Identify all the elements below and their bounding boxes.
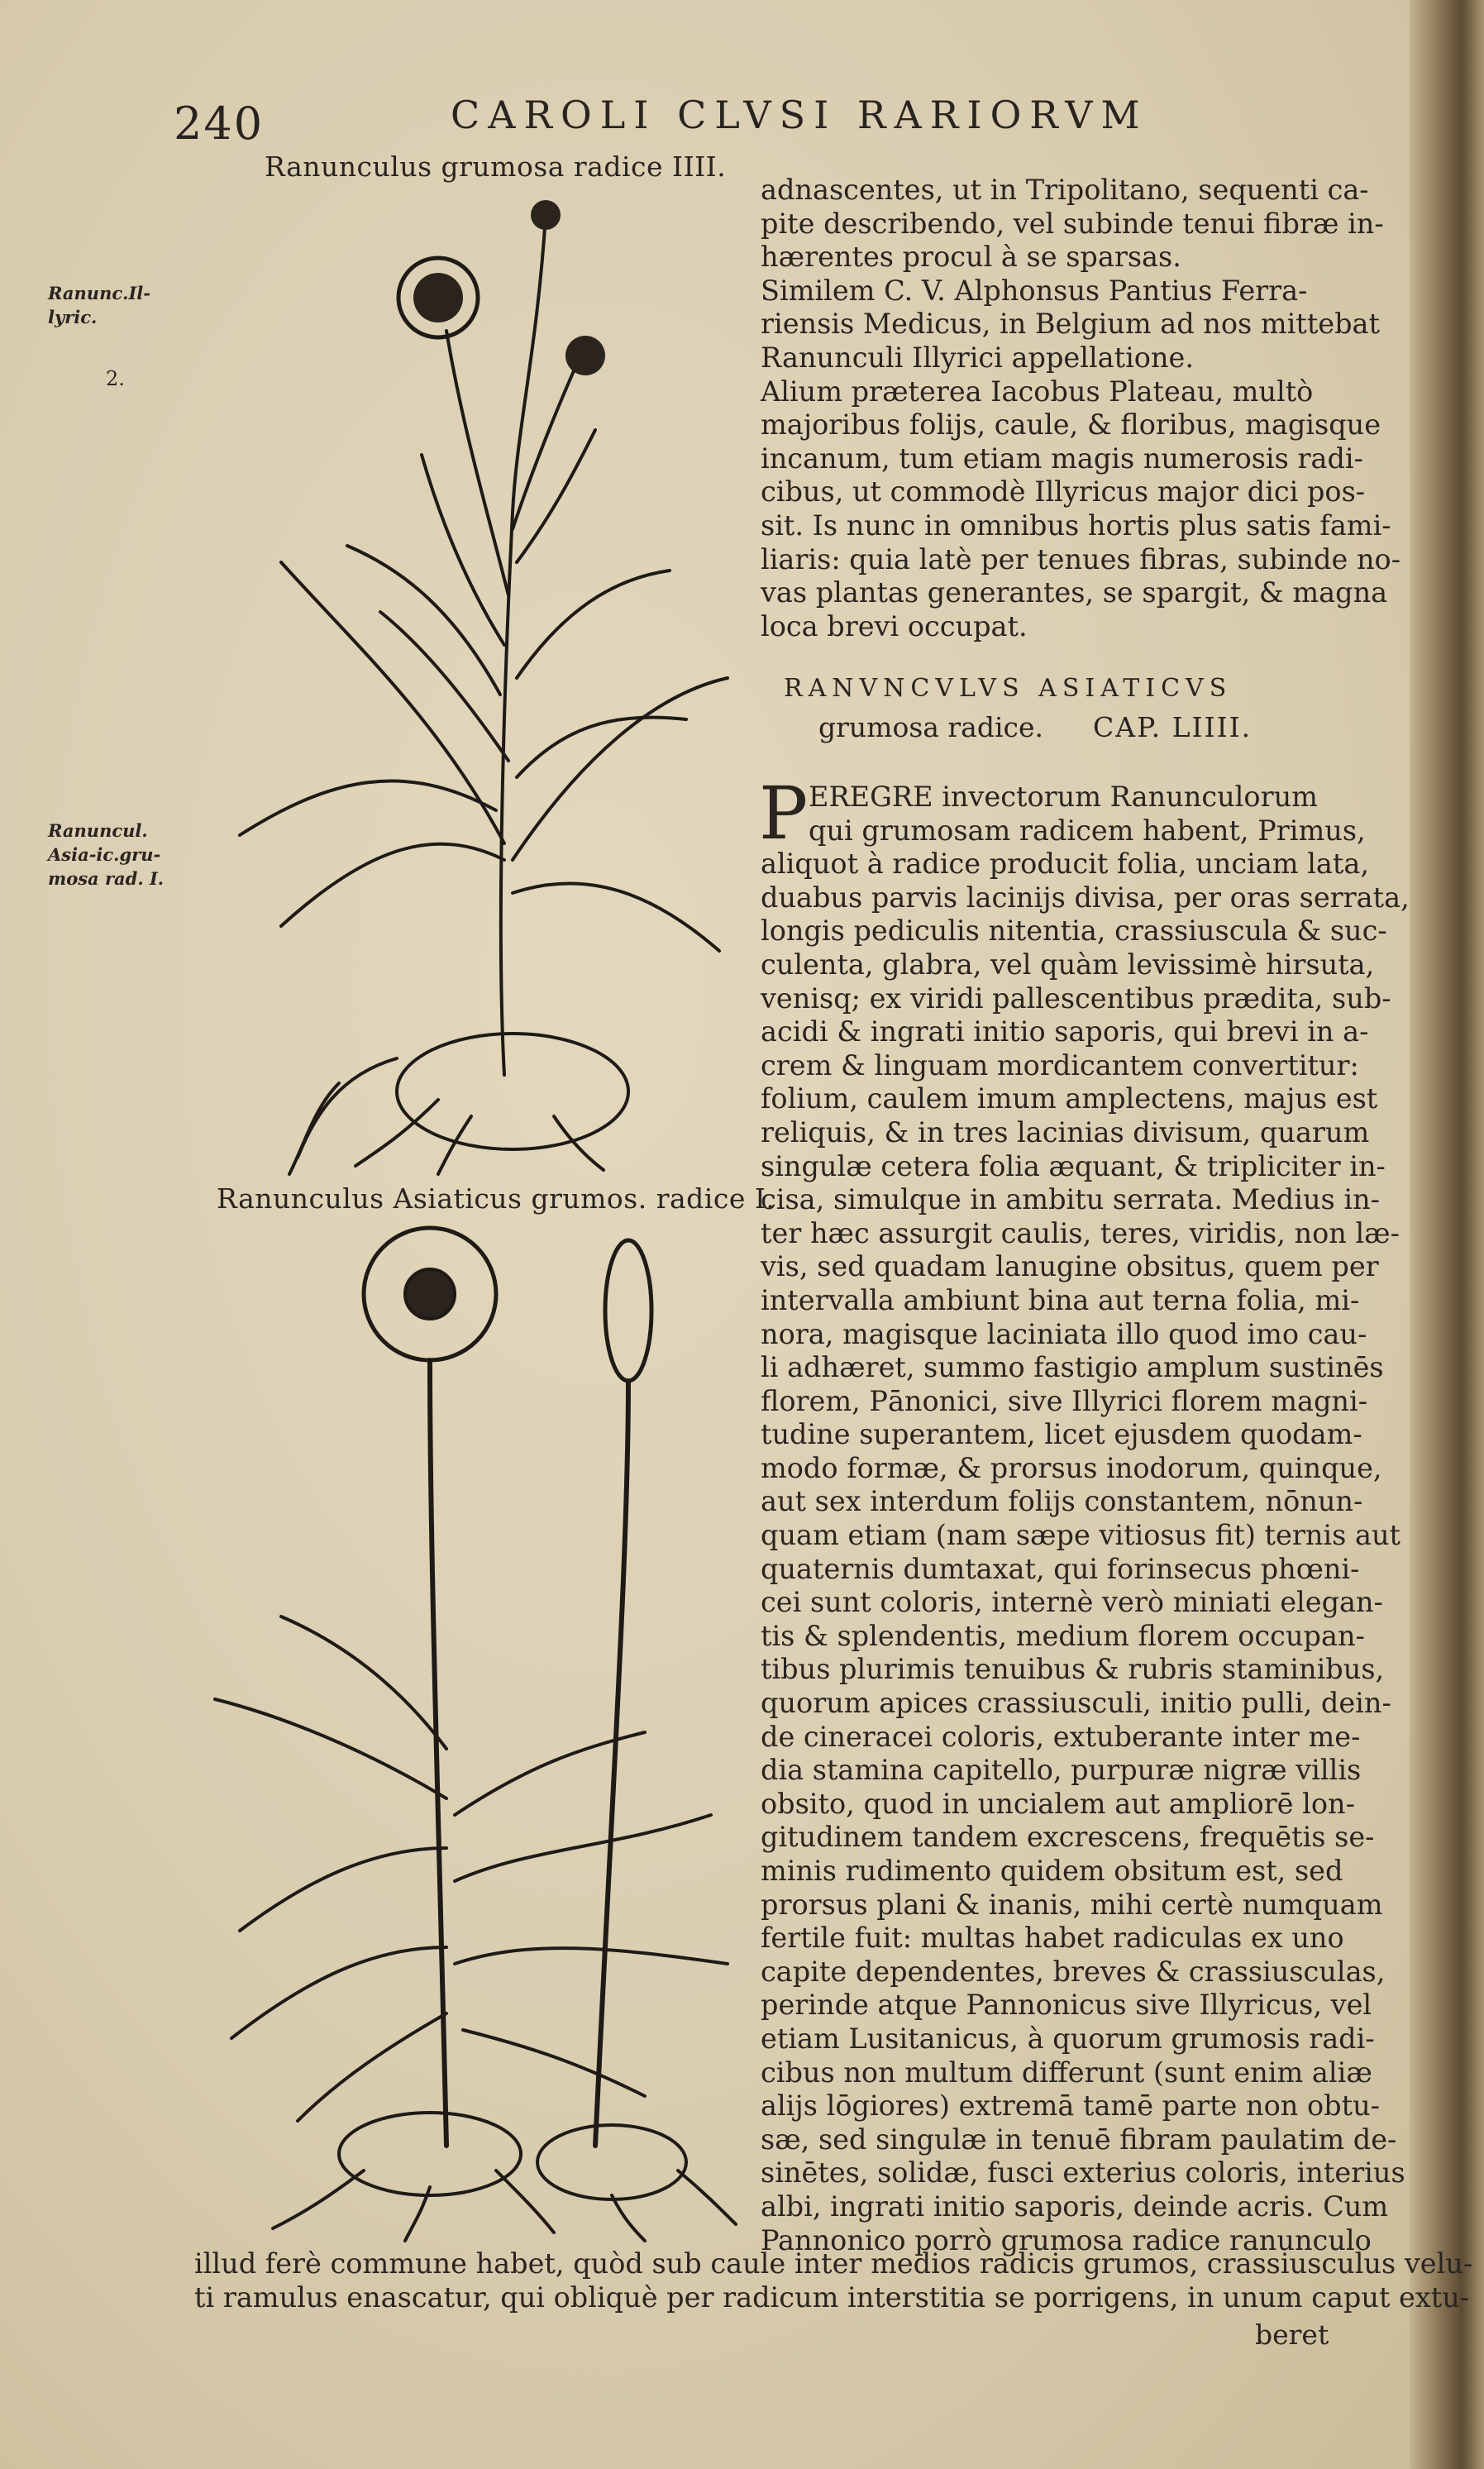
- chapter-subheading: [818, 711, 1252, 743]
- woodcut-ranunculus-illyricus: [190, 182, 761, 1182]
- figure-caption-1: Ranunculus grumosa radice IIII.: [265, 150, 727, 183]
- drop-cap: P: [759, 771, 809, 856]
- text-block-top: adnascentes, ut in Tripolitano, sequenti ca- pite describendo, vel subinde tenui fibræ in- hærentes procul à se sparsas. Similem C. V. Alphonsus Pantius Ferra- riensis Medicus, in Belgium ad nos mittebat Ranunculi Illyrici appellatione. Alium præterea Iacobus Plateau, multò majoribus folijs, caule, & floribus, magisque incanum, tum etiam magis numerosis radi- cibus, ut commodè Illyricus major dici pos- sit. Is nunc in omnibus hortis plus satis fami- liaris: quia latè per tenues fibras, subinde no- vas plantas generantes, se spargit, & magna loca brevi occupat.: [761, 174, 1401, 642]
- margin-note-1: Ranunc.Il- lyric.: [48, 283, 150, 327]
- running-title: CAROLI CLVSI RARIORVM: [451, 93, 1148, 137]
- figure-caption-2: Ranunculus Asiaticus grumos. radice I.: [217, 1182, 775, 1215]
- chapter-subtitle: grumosa radice.: [818, 711, 1044, 743]
- catchword: beret: [1255, 2319, 1329, 2351]
- page-number: 240: [174, 98, 265, 150]
- page-gutter: [1410, 0, 1484, 2469]
- text-block-main: EREGRE invectorum Ranunculorum qui grumosam radicem habent, Primus, aliquot à radice producit folia, unciam lata, duabus parvis lacinijs divisa, per oras serrata, longis pediculis nitentia, crassiuscula & suc- culenta, glabra, vel quàm levissimè hirsuta, venisq; ex viridi pallescentibus prædita, sub- acidi & ingrati initio saporis, qui brevi in a- crem & linguam mordicantem convertitur: folium, caulem imum amplectens, majus est reliquis, & in tres lacinias divisum, quarum singulæ cetera folia æquant, & tripliciter in- cisa, simulque in ambitu serrata. Medius in- ter hæc assurgit caulis, teres, viridis, non læ- vis, sed quadam lanugine obsitus, quem per intervalla ambiunt bina aut terna folia, mi- nora, magisque laciniata illo quod imo cau- li adhæret, summo fastigio amplum sustinēs florem, Pānonici, sive Illyrici florem magni- tudine superantem, licet ejusdem quodam- modo formæ, & prorsus inodorum, quinque, aut sex interdum folijs constantem, nōnun- quam etiam (nam sæpe vitiosus fit) ternis aut quaternis dumtaxat, qui forinsecus phœni- cei sunt coloris, internè verò miniati elegan- tis & splendentis, medium florem occupan- tibus plurimis tenuibus & rubris staminibus, quorum apices crassiusculi, initio pulli, dein- de cineracei coloris, extuberante inter me- dia stamina capitello, purpuræ nigræ villis obsito, quod in uncialem aut ampliorē lon- gitudinem tandem excrescens, frequētis se- minis rudimento quidem obsitum est, sed prorsus plani & inanis, mihi certè numquam fertile fuit: multas habet radiculas ex uno capite dependentes, breves & crassiusculas, perinde atque Pannonicus sive Illyricus, vel etiam Lusitanicus, à quorum grumosis radi- cibus non multum differunt (sunt enim aliæ alijs lōgiores) extremā tamē parte non obtu- sæ, sed singulæ in tenuē fibram paulatim de- sinētes, solidæ, fusci exterius coloris, interius albi, ingrati initio saporis, deinde acris. Cum Pannonico porrò grumosa radice ranunculo: [761, 781, 1410, 2256]
- chapter-heading: RANVNCVLVS ASIATICVS: [784, 674, 1233, 703]
- margin-number: 2.: [106, 367, 125, 390]
- chapter-number: CAP. LIIII.: [1093, 711, 1253, 743]
- woodcut-ranunculus-asiaticus: [182, 1220, 761, 2245]
- margin-note-2: Ranuncul. Asia-ic.gru- mosa rad. I.: [48, 820, 165, 889]
- text-block-bottom: illud ferè commune habet, quòd sub caule inter medios radicis grumos, crassiusculus velu- ti ramulus enascatur, qui obliquè per radicum interstitia se porrigens, in unum caput extu-: [194, 2247, 1473, 2314]
